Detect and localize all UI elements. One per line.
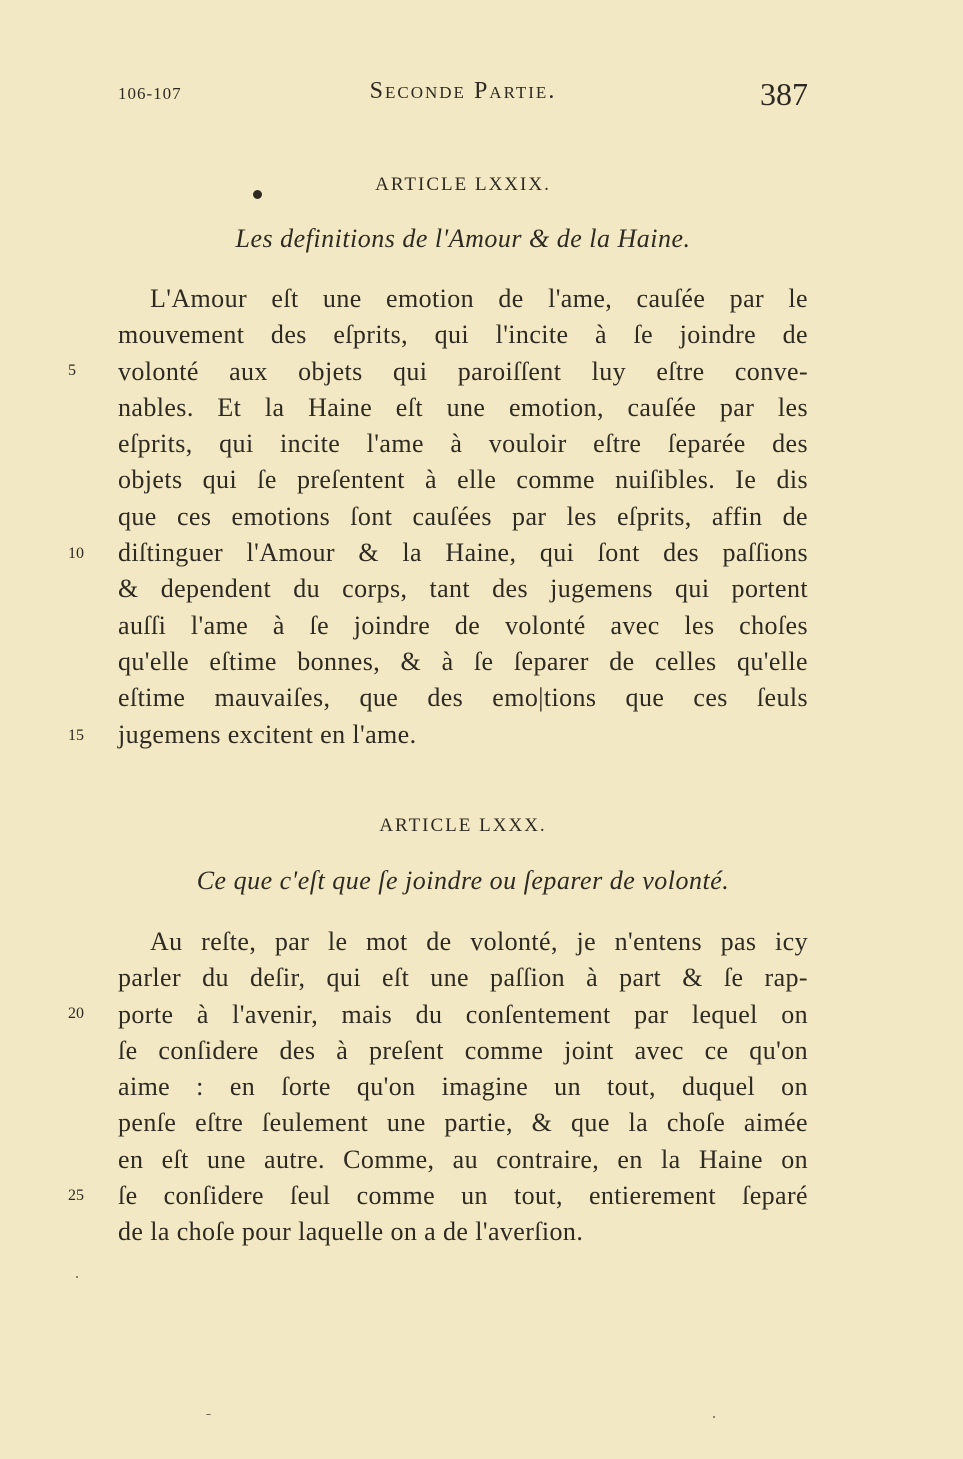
text-line: eſtime mauvaiſes, que des emo|tions que ces ſeuls xyxy=(118,683,808,713)
running-title: Seconde Partie. xyxy=(369,78,557,104)
line-number: 25 xyxy=(68,1187,84,1204)
text-line: eſprits, qui incite l'ame à vouloir eſtre ſeparée des xyxy=(118,429,808,459)
text-line: porte à l'avenir, mais du conſentement par lequel on xyxy=(118,999,808,1029)
paper-speck xyxy=(206,1414,211,1415)
text-line: penſe eſtre ſeulement une partie, & que la choſe aimée xyxy=(118,1108,808,1138)
article-lxxx-body xyxy=(118,924,808,1251)
text-line: objets qui ſe preſentent à elle comme nuiſibles. Ie dis xyxy=(118,465,808,495)
text-line: ſe conſidere des à preſent comme joint avec ce qu'on xyxy=(118,1035,808,1065)
folio-reference: 106-107 xyxy=(118,84,182,103)
article-title-lxxx: Ce que c'eſt que ſe joindre ou ſeparer de volonté. xyxy=(196,866,730,895)
text-line: diſtinguer l'Amour & la Haine, qui ſont des paſſions xyxy=(118,538,808,568)
article-lxxix-body xyxy=(118,281,808,753)
text-line: volonté aux objets qui paroiſſent luy eſtre conve- xyxy=(118,356,808,386)
text-line: mouvement des eſprits, qui l'incite à ſe joindre de xyxy=(118,320,808,350)
text-line: nables. Et la Haine eſt une emotion, cauſée par les xyxy=(118,392,808,422)
text-line: jugemens excitent en l'ame. xyxy=(118,719,417,749)
text-line: de la choſe pour laquelle on a de l'averſion. xyxy=(118,1217,584,1247)
text-line: L'Amour eſt une emotion de l'ame, cauſée par le xyxy=(150,284,808,313)
line-number: 10 xyxy=(68,545,84,562)
line-number: 15 xyxy=(68,727,84,744)
paper-speck xyxy=(713,1416,715,1418)
line-number: 5 xyxy=(68,362,76,379)
text-line: ſe conſidere ſeul comme un tout, entierement ſeparé xyxy=(118,1181,808,1211)
page-number: 387 xyxy=(760,76,808,112)
article-heading-lxxix: ARTICLE LXXIX. xyxy=(375,174,551,195)
text-line: & dependent du corps, tant des jugemens qui portent xyxy=(118,574,808,604)
running-head xyxy=(118,76,808,116)
article-title-lxxix: Les definitions de l'Amour & de la Haine. xyxy=(235,224,691,253)
text-line: qu'elle eſtime bonnes, & à ſe ſeparer de celles qu'elle xyxy=(118,646,808,676)
text-line: que ces emotions ſont cauſées par les eſprits, affin de xyxy=(118,501,808,531)
article-heading-lxxx: ARTICLE LXXX. xyxy=(379,815,547,836)
text-line: aime : en ſorte qu'on imagine un tout, duquel on xyxy=(118,1072,808,1102)
line-number: 20 xyxy=(68,1005,84,1022)
text-line: parler du deſir, qui eſt une paſſion à part & ſe rap- xyxy=(118,963,808,993)
text-line: Au reſte, par le mot de volonté, je n'entens pas icy xyxy=(150,927,808,956)
text-line: en eſt une autre. Comme, au contraire, en la Haine on xyxy=(118,1144,808,1174)
paper-speck xyxy=(76,1276,78,1278)
text-line: auſſi l'ame à ſe joindre de volonté avec les choſes xyxy=(118,610,808,640)
